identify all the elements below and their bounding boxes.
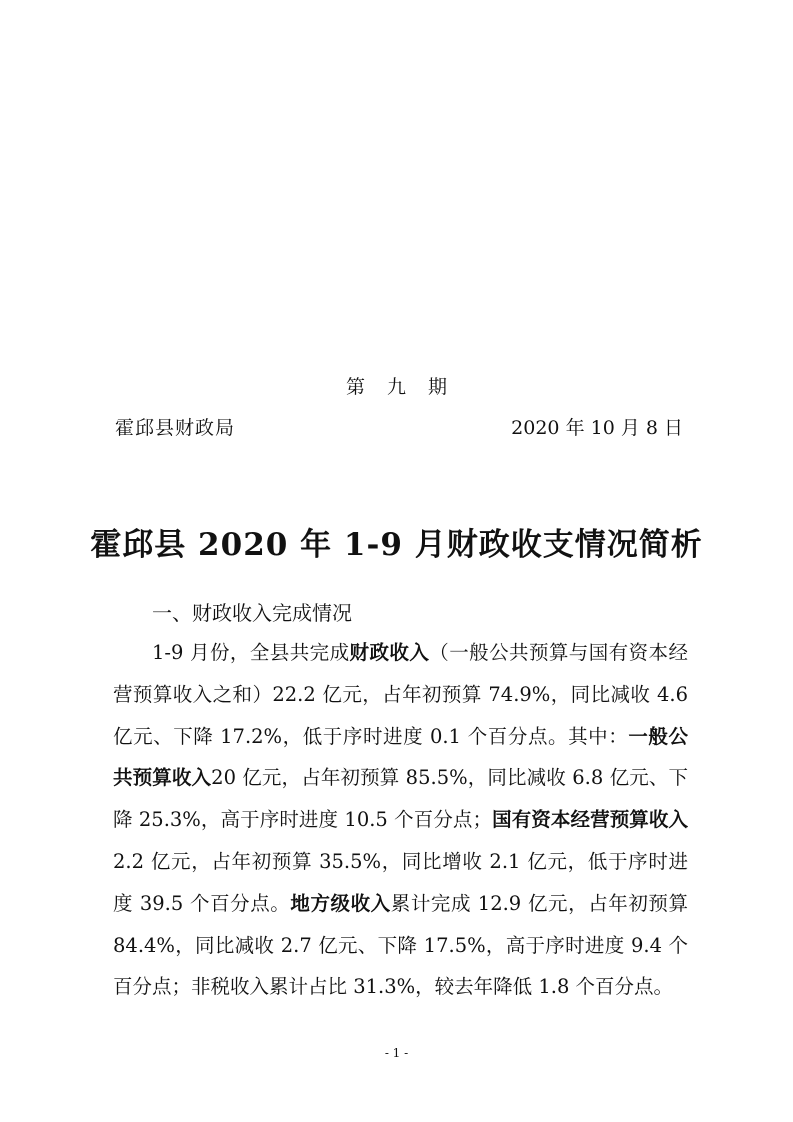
keyword-local-revenue: 地方级收入 [290, 891, 391, 915]
paragraph-text: 1-9 月份，全县共完成 [152, 641, 350, 664]
paragraph-text: 2.2 亿元，占年初预算 35.5%，同比增收 2.1 亿元，低于序时进度 39.5 个百分点。 [113, 849, 688, 915]
paragraph-text: 20 亿元，占年初预算 85.5%，同比减收 6.8 亿元、下降 25.3%，高于序时进度 10.5 个百分点； [113, 766, 688, 832]
issue-number: 第 九 期 [345, 376, 456, 398]
page-number: - 1 - [384, 1046, 409, 1060]
paragraph-text: 累计完成 12.9 亿元，占年初预算 84.4%，同比减收 2.7 亿元、下降 17.5%，高于序时进度 9.4 个百分点；非税收入累计占比 31.3%，较去年降低 1.8 个百分点。 [113, 891, 688, 999]
paragraph-text: （一般公共预算与国有资本经营预算收入之和）22.2 亿元，占年初预算 74.9%，同比减收 4.6 亿元、下降 17.2%，低于序时进度 0.1 个百分点。其中： [113, 641, 688, 748]
keyword-fiscal-revenue: 财政收入 [349, 641, 430, 664]
document-title: 霍邱县 2020 年 1-9 月财政收支情况简析 [90, 527, 703, 563]
body-paragraph [113, 632, 688, 1008]
issuing-authority: 霍邱县财政局 [115, 417, 236, 439]
keyword-state-capital-revenue: 国有资本经营预算收入 [492, 808, 688, 832]
issue-date: 2020 年 10 月 8 日 [511, 417, 683, 439]
section-heading: 一、财政收入完成情况 [152, 601, 352, 625]
keyword-general-budget-revenue: 一般公共预算收入 [113, 724, 688, 790]
